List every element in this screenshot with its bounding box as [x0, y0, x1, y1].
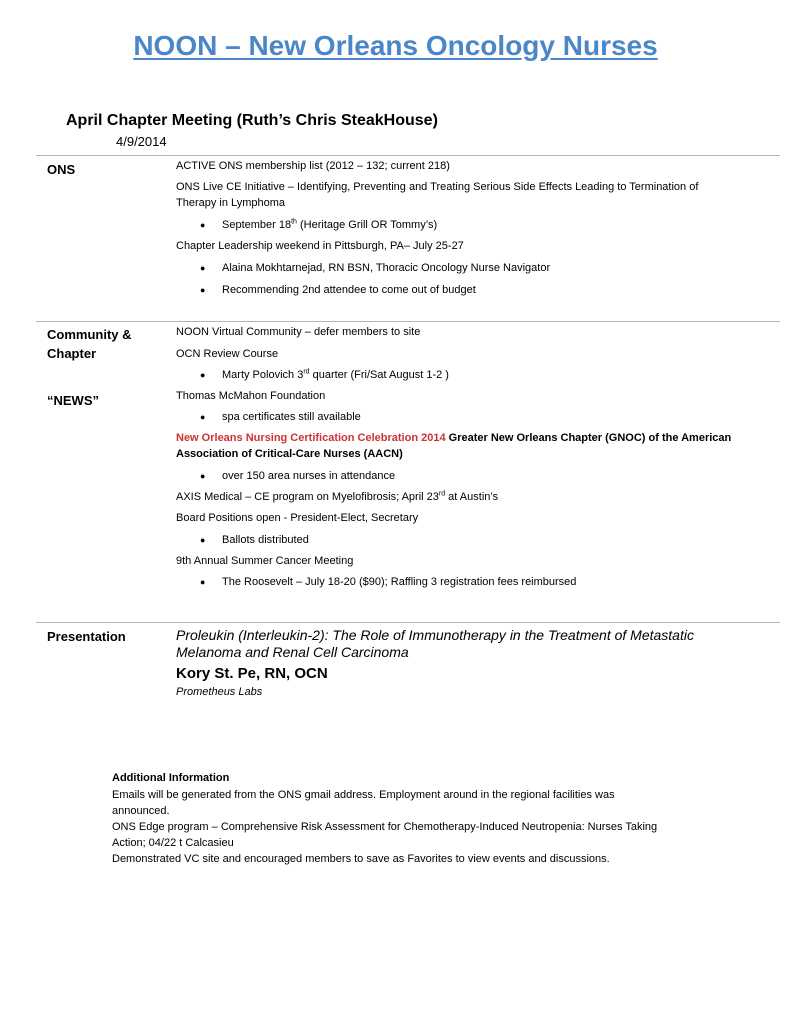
- board-positions: Board Positions open - President-Elect, Secretary: [176, 512, 419, 524]
- presentation-section-label: Presentation: [47, 629, 126, 644]
- ons-section-label: ONS: [47, 162, 76, 177]
- section-divider: [36, 622, 780, 623]
- section-divider: [36, 321, 780, 322]
- additional-info-heading: Additional Information: [112, 772, 230, 784]
- additional-info-paragraph: Demonstrated VC site and encouraged members to save as Favorites to view events and discussions.: [112, 853, 610, 865]
- bullet-icon: ●: [200, 535, 206, 545]
- community-section-label: Community & Chapter: [47, 327, 132, 361]
- ons-membership: ACTIVE ONS membership list (2012 – 132; current 218): [176, 160, 450, 172]
- bullet-icon: ●: [200, 370, 206, 380]
- axis-medical: AXIS Medical – CE program on Myelofibrosis; April 23rd at Austin’s: [176, 490, 499, 503]
- news-label: “NEWS”: [47, 393, 99, 408]
- presentation-speaker: Kory St. Pe, RN, OCN: [176, 665, 328, 682]
- ons-leadership: Chapter Leadership weekend in Pittsburgh, PA– July 25-27: [176, 240, 464, 252]
- list-item: ● Alaina Mokhtarnejad, RN BSN, Thoracic Oncology Nurse Navigator: [200, 262, 551, 274]
- list-item: ● Recommending 2nd attendee to come out of budget: [200, 284, 476, 296]
- certification-celebration: New Orleans Nursing Certification Celebration 2014 Greater New Orleans Chapter (GNOC) of the American Association of Critical-Care Nurses (AACN): [176, 432, 732, 460]
- ocn-review-course: OCN Review Course: [176, 348, 279, 360]
- additional-info-paragraph: ONS Edge program – Comprehensive Risk Assessment for Chemotherapy-Induced Neutropenia: Nurses Taking Action; 04/22 t Calcasieu: [112, 821, 658, 849]
- list-item: ● Ballots distributed: [200, 534, 309, 546]
- presentation-title: Proleukin (Interleukin-2): The Role of Immunotherapy in the Treatment of Metastatic Melanoma and Renal Cell Carcinoma: [176, 627, 694, 660]
- list-item: ● September 18th (Heritage Grill OR Tommy’s): [200, 218, 438, 231]
- section-divider: [36, 155, 780, 156]
- list-item: ● over 150 area nurses in attendance: [200, 470, 396, 482]
- bullet-icon: ●: [200, 285, 206, 295]
- additional-info-paragraph: Emails will be generated from the ONS gmail address. Employment around in the regional facilities was announced.: [112, 789, 615, 817]
- page-title: NOON – New Orleans Oncology Nurses: [133, 30, 658, 61]
- list-item: ● spa certificates still available: [200, 411, 361, 423]
- list-item: ● The Roosevelt – July 18-20 ($90); Raffling 3 registration fees reimbursed: [200, 576, 577, 588]
- summer-cancer-meeting: 9th Annual Summer Cancer Meeting: [176, 555, 354, 567]
- bullet-icon: ●: [200, 471, 206, 481]
- ons-ce-initiative: ONS Live CE Initiative – Identifying, Preventing and Treating Serious Side Effects Leading to Termination of Therapy in Lymphoma: [176, 181, 699, 209]
- mcmahon-foundation: Thomas McMahon Foundation: [176, 390, 326, 402]
- virtual-community: NOON Virtual Community – defer members to site: [176, 326, 421, 338]
- bullet-icon: ●: [200, 412, 206, 422]
- presentation-organization: Prometheus Labs: [176, 686, 263, 698]
- bullet-icon: ●: [200, 220, 206, 230]
- meeting-date: 4/9/2014: [116, 134, 167, 149]
- bullet-icon: ●: [200, 263, 206, 273]
- bullet-icon: ●: [200, 577, 206, 587]
- meeting-heading: April Chapter Meeting (Ruth’s Chris SteakHouse): [66, 112, 438, 129]
- list-item: ● Marty Polovich 3rd quarter (Fri/Sat August 1-2 ): [200, 368, 449, 381]
